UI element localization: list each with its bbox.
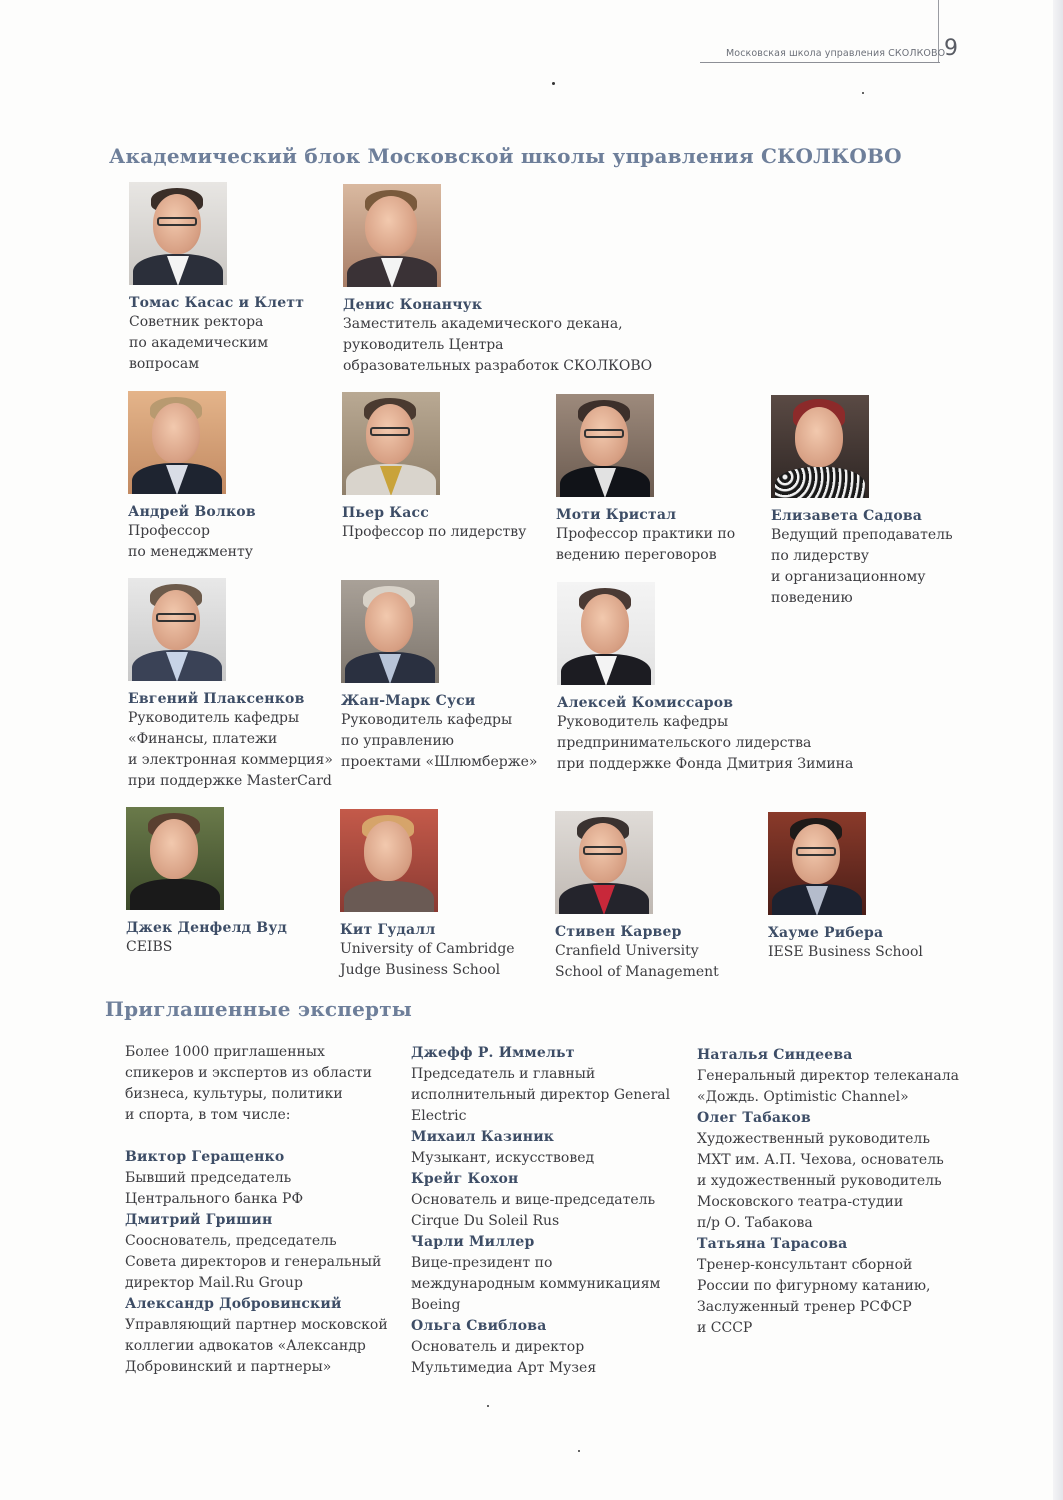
page-edge [1053,0,1063,1500]
portrait-photo [129,182,227,285]
portrait-photo [126,807,224,910]
person-role: Профессор практики по ведению переговоров [556,526,736,563]
person-role: Профессор по менеджменту [128,523,253,560]
person-card [555,811,770,983]
person-name: Андрей Волков [128,504,256,520]
person-name: Стивен Карвер [555,924,682,940]
person-card [340,809,555,981]
person-name: Елизавета Садова [771,508,923,524]
expert-role: Генеральный директор телеканала «Дождь. Optimistic Channel» [697,1068,960,1105]
person-card [556,394,771,566]
scan-speck [552,82,555,85]
portrait-photo [343,184,441,287]
person-role: Руководитель кафедры по управлению проектами «Шлюмберже» [341,712,538,770]
expert-role: Художественный руководитель МХТ им. А.П. Чехова, основатель и художественный руководитель Московского театра-студии п/р О. Табакова [697,1131,944,1231]
person-card [129,182,344,375]
expert-role: Основатель и вице-председатель Cirque Du Soleil Rus [411,1192,656,1229]
expert-role: Основатель и директор Мультимедиа Арт Музея [411,1339,597,1376]
person-role: IESE Business School [768,944,923,960]
person-role: Советник ректора по академическим вопросам [129,314,269,372]
person-card [343,184,663,377]
portrait-photo [768,812,866,915]
expert-name: Михаил Казиник [411,1129,555,1145]
portrait-photo [557,582,655,685]
experts-column-2 [411,1043,686,1379]
portrait-photo [342,392,440,495]
person-card [128,578,348,792]
person-name: Моти Кристал [556,507,677,523]
person-role: Cranfield University School of Management [555,943,719,980]
person-role: Заместитель академического декана, руководитель Центра образовательных разработок СКОЛКОВО [343,316,653,374]
person-role: Профессор по лидерству [342,524,527,540]
person-card [342,392,557,543]
portrait-photo [555,811,653,914]
expert-name: Наталья Синдеева [697,1047,853,1063]
person-name: Денис Конанчук [343,297,483,313]
person-name: Жан-Марк Суси [341,693,476,709]
experts-intro: Более 1000 приглашенных спикеров и экспертов из области бизнеса, культуры, политики и спорта, в том числе: [125,1044,372,1123]
portrait-photo [341,580,439,683]
person-card [768,812,983,963]
person-name: Евгений Плаксенков [128,691,305,707]
running-title: Московская школа управления СКОЛКОВО [726,48,946,59]
person-role: Руководитель кафедры «Финансы, платежи и электронная коммерция» при поддержке MasterCard [128,710,333,789]
expert-name: Олег Табаков [697,1110,811,1126]
page-number: 9 [944,36,958,61]
portrait-photo [556,394,654,497]
experts-column-3 [697,1045,972,1339]
expert-name: Дмитрий Гришин [125,1212,273,1228]
portrait-photo [340,809,438,912]
person-card [557,582,877,775]
person-name: Кит Гудалл [340,922,436,938]
person-card [771,395,986,609]
person-card [341,580,556,773]
person-name: Пьер Касс [342,505,429,521]
person-name: Томас Касас и Клетт [129,295,305,311]
portrait-photo [771,395,869,498]
person-role: University of Cambridge Judge Business School [340,941,515,978]
person-card [126,807,341,958]
expert-name: Александр Добровинский [125,1296,342,1312]
person-card [128,391,343,563]
portrait-photo [128,391,226,494]
expert-name: Татьяна Тарасова [697,1236,848,1252]
scan-speck [862,92,864,94]
person-role: Руководитель кафедры предпринимательского лидерства при поддержке Фонда Дмитрия Зимина [557,714,854,772]
expert-role: Музыкант, искусствовед [411,1150,595,1166]
person-name: Хауме Рибера [768,925,884,941]
academic-section-title: Академический блок Московской школы управления СКОЛКОВО [109,144,902,168]
expert-name: Виктор Геращенко [125,1149,285,1165]
experts-section-title: Приглашенные эксперты [105,997,413,1021]
experts-column-1 [125,1042,400,1378]
header-divider [700,62,940,63]
expert-role: Председатель и главный исполнительный директор General Electric [411,1066,671,1124]
person-name: Алексей Комиссаров [557,695,734,711]
scan-speck [578,1450,580,1452]
portrait-photo [128,578,226,681]
person-role: Ведущий преподаватель по лидерству и организационному поведению [771,527,953,606]
expert-role: Бывший председатель Центрального банка РФ [125,1170,304,1207]
expert-name: Джефф Р. Иммельт [411,1045,575,1061]
expert-name: Чарли Миллер [411,1234,535,1250]
expert-name: Ольга Свиблова [411,1318,547,1334]
expert-role: Вице-президент по международным коммуникациям Boeing [411,1255,661,1313]
expert-role: Тренер-консультант сборной России по фигурному катанию, Заслуженный тренер РСФСР и СССР [697,1257,931,1336]
person-name: Джек Денфелд Вуд [126,920,288,936]
expert-role: Управляющий партнер московской коллегии адвокатов «Александр Добровинский и партнеры» [125,1317,388,1375]
expert-name: Крейг Кохон [411,1171,519,1187]
expert-role: Сооснователь, председатель Совета директоров и генеральный директор Mail.Ru Group [125,1233,382,1291]
scan-speck [487,1405,489,1407]
person-role: CEIBS [126,939,173,955]
